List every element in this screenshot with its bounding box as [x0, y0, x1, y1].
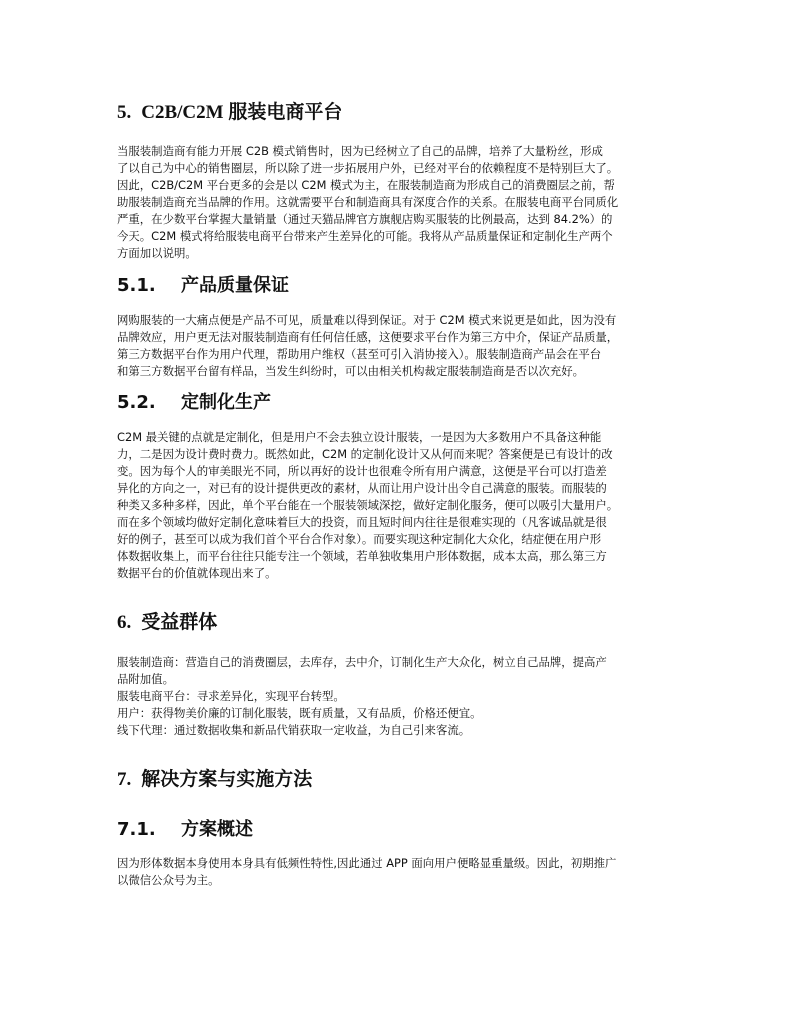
section-6-paragraph [117, 654, 682, 739]
section-5-1-paragraph [117, 312, 682, 380]
text-line: 用户：获得物美价廉的订制化服装，既有质量，又有品质，价格还便宜。 [117, 706, 482, 720]
text-line: 数据平台的价值就体现出来了。 [117, 566, 277, 580]
text-line: 因为形体数据本身使用本身具有低频性特性,因此通过 APP 面向用户便略显重量级。因此，初期推广 [117, 856, 617, 870]
section-number: 7.1. [117, 819, 156, 840]
text-line: 好的例子，甚至可以成为我们首个平台合作对象）。而要实现这种定制化大众化，结症便在用户形 [117, 532, 602, 546]
text-line: 品附加值。 [117, 672, 174, 686]
section-5-2-paragraph [117, 429, 682, 582]
text-line: 力，二是因为设计费时费力。既然如此，C2M 的定制化设计又从何而来呢？答案便是已有设计的改 [117, 447, 613, 461]
section-6-heading [117, 607, 217, 634]
text-line: 今天。C2M 模式将给服装电商平台带来产生差异化的可能。我将从产品质量保证和定制化生产两个 [117, 229, 613, 243]
section-7-1-heading [117, 815, 253, 841]
text-line: C2M 最关键的点就是定制化，但是用户不会去独立设计服装，一是因为大多数用户不具备这种能 [117, 430, 602, 444]
text-line: 种类又多种多样，因此，单个平台能在一个服装领域深挖，做好定制化服务，便可以吸引大量用户。 [117, 498, 619, 512]
section-title: 产品质量保证 [181, 275, 289, 296]
section-5-1-heading [117, 271, 289, 297]
section-title: 受益群体 [141, 612, 218, 633]
section-title: 解决方案与实施方法 [141, 769, 313, 790]
text-line: 第三方数据平台作为用户代理，帮助用户维权（甚至可引入消协接入）。服装制造商产品会在平台 [117, 347, 602, 361]
text-line: 和第三方数据平台留有样品，当发生纠纷时，可以由相关机构裁定服装制造商是否以次充好。 [117, 364, 585, 378]
text-line: 以微信公众号为主。 [117, 873, 220, 887]
section-5-paragraph [117, 143, 682, 262]
text-line: 严重，在少数平台掌握大量销量（通过天猫品牌官方旗舰店购买服装的比例最高，达到 84.2%）的 [117, 212, 613, 226]
text-line: 服装电商平台：寻求差异化，实现平台转型。 [117, 689, 345, 703]
section-title: 定制化生产 [181, 392, 271, 413]
section-number: 5. [117, 102, 132, 123]
section-title: C2B/C2M 服装电商平台 [141, 102, 343, 123]
text-line: 异化的方向之一，对已有的设计提供更改的素材，从而让用户设计出令自己满意的服装。而服装的 [117, 481, 607, 495]
section-title: 方案概述 [181, 819, 253, 840]
text-line: 线下代理：通过数据收集和新品代销获取一定收益，为自己引来客流。 [117, 723, 471, 737]
section-number: 5.2. [117, 392, 156, 413]
text-line: 而在多个领域均做好定制化意味着巨大的投资，而且短时间内往往是很难实现的（凡客诚品就是很 [117, 515, 607, 529]
text-line: 当服装制造商有能力开展 C2B 模式销售时，因为已经树立了自己的品牌，培养了大量粉丝，形成 [117, 144, 603, 158]
section-5-2-heading [117, 388, 271, 414]
section-number: 5.1. [117, 275, 156, 296]
section-7-heading [117, 764, 312, 791]
text-line: 网购服装的一大痛点便是产品不可见，质量难以得到保证。对于 C2M 模式来说更是如此，因为没有 [117, 313, 617, 327]
text-line: 服装制造商：营造自己的消费圈层，去库存，去中介，订制化生产大众化，树立自己品牌，提高产 [117, 655, 607, 669]
text-line: 了以自己为中心的销售圈层，所以除了进一步拓展用户外，已经对平台的依赖程度不是特别巨大了。 [117, 161, 619, 175]
text-line: 助服装制造商充当品牌的作用。这就需要平台和制造商具有深度合作的关系。在服装电商平台同质化 [117, 195, 619, 209]
section-number: 7. [117, 769, 132, 790]
text-line: 体数据收集上，而平台往往只能专注一个领域，若单独收集用户形体数据，成本太高，那么第三方 [117, 549, 607, 563]
section-5-heading [117, 97, 342, 124]
section-number: 6. [117, 612, 132, 633]
text-line: 方面加以说明。 [117, 246, 197, 260]
text-line: 因此，C2B/C2M 平台更多的会是以 C2M 模式为主，在服装制造商为形成自己的消费圈层之前，帮 [117, 178, 615, 192]
text-line: 变。因为每个人的审美眼光不同，所以再好的设计也很难令所有用户满意，这便是平台可以打造差 [117, 464, 607, 478]
section-7-1-paragraph [117, 855, 682, 889]
text-line: 品牌效应，用户更无法对服装制造商有任何信任感，这便要求平台作为第三方中介，保证产品质量， [117, 330, 619, 344]
